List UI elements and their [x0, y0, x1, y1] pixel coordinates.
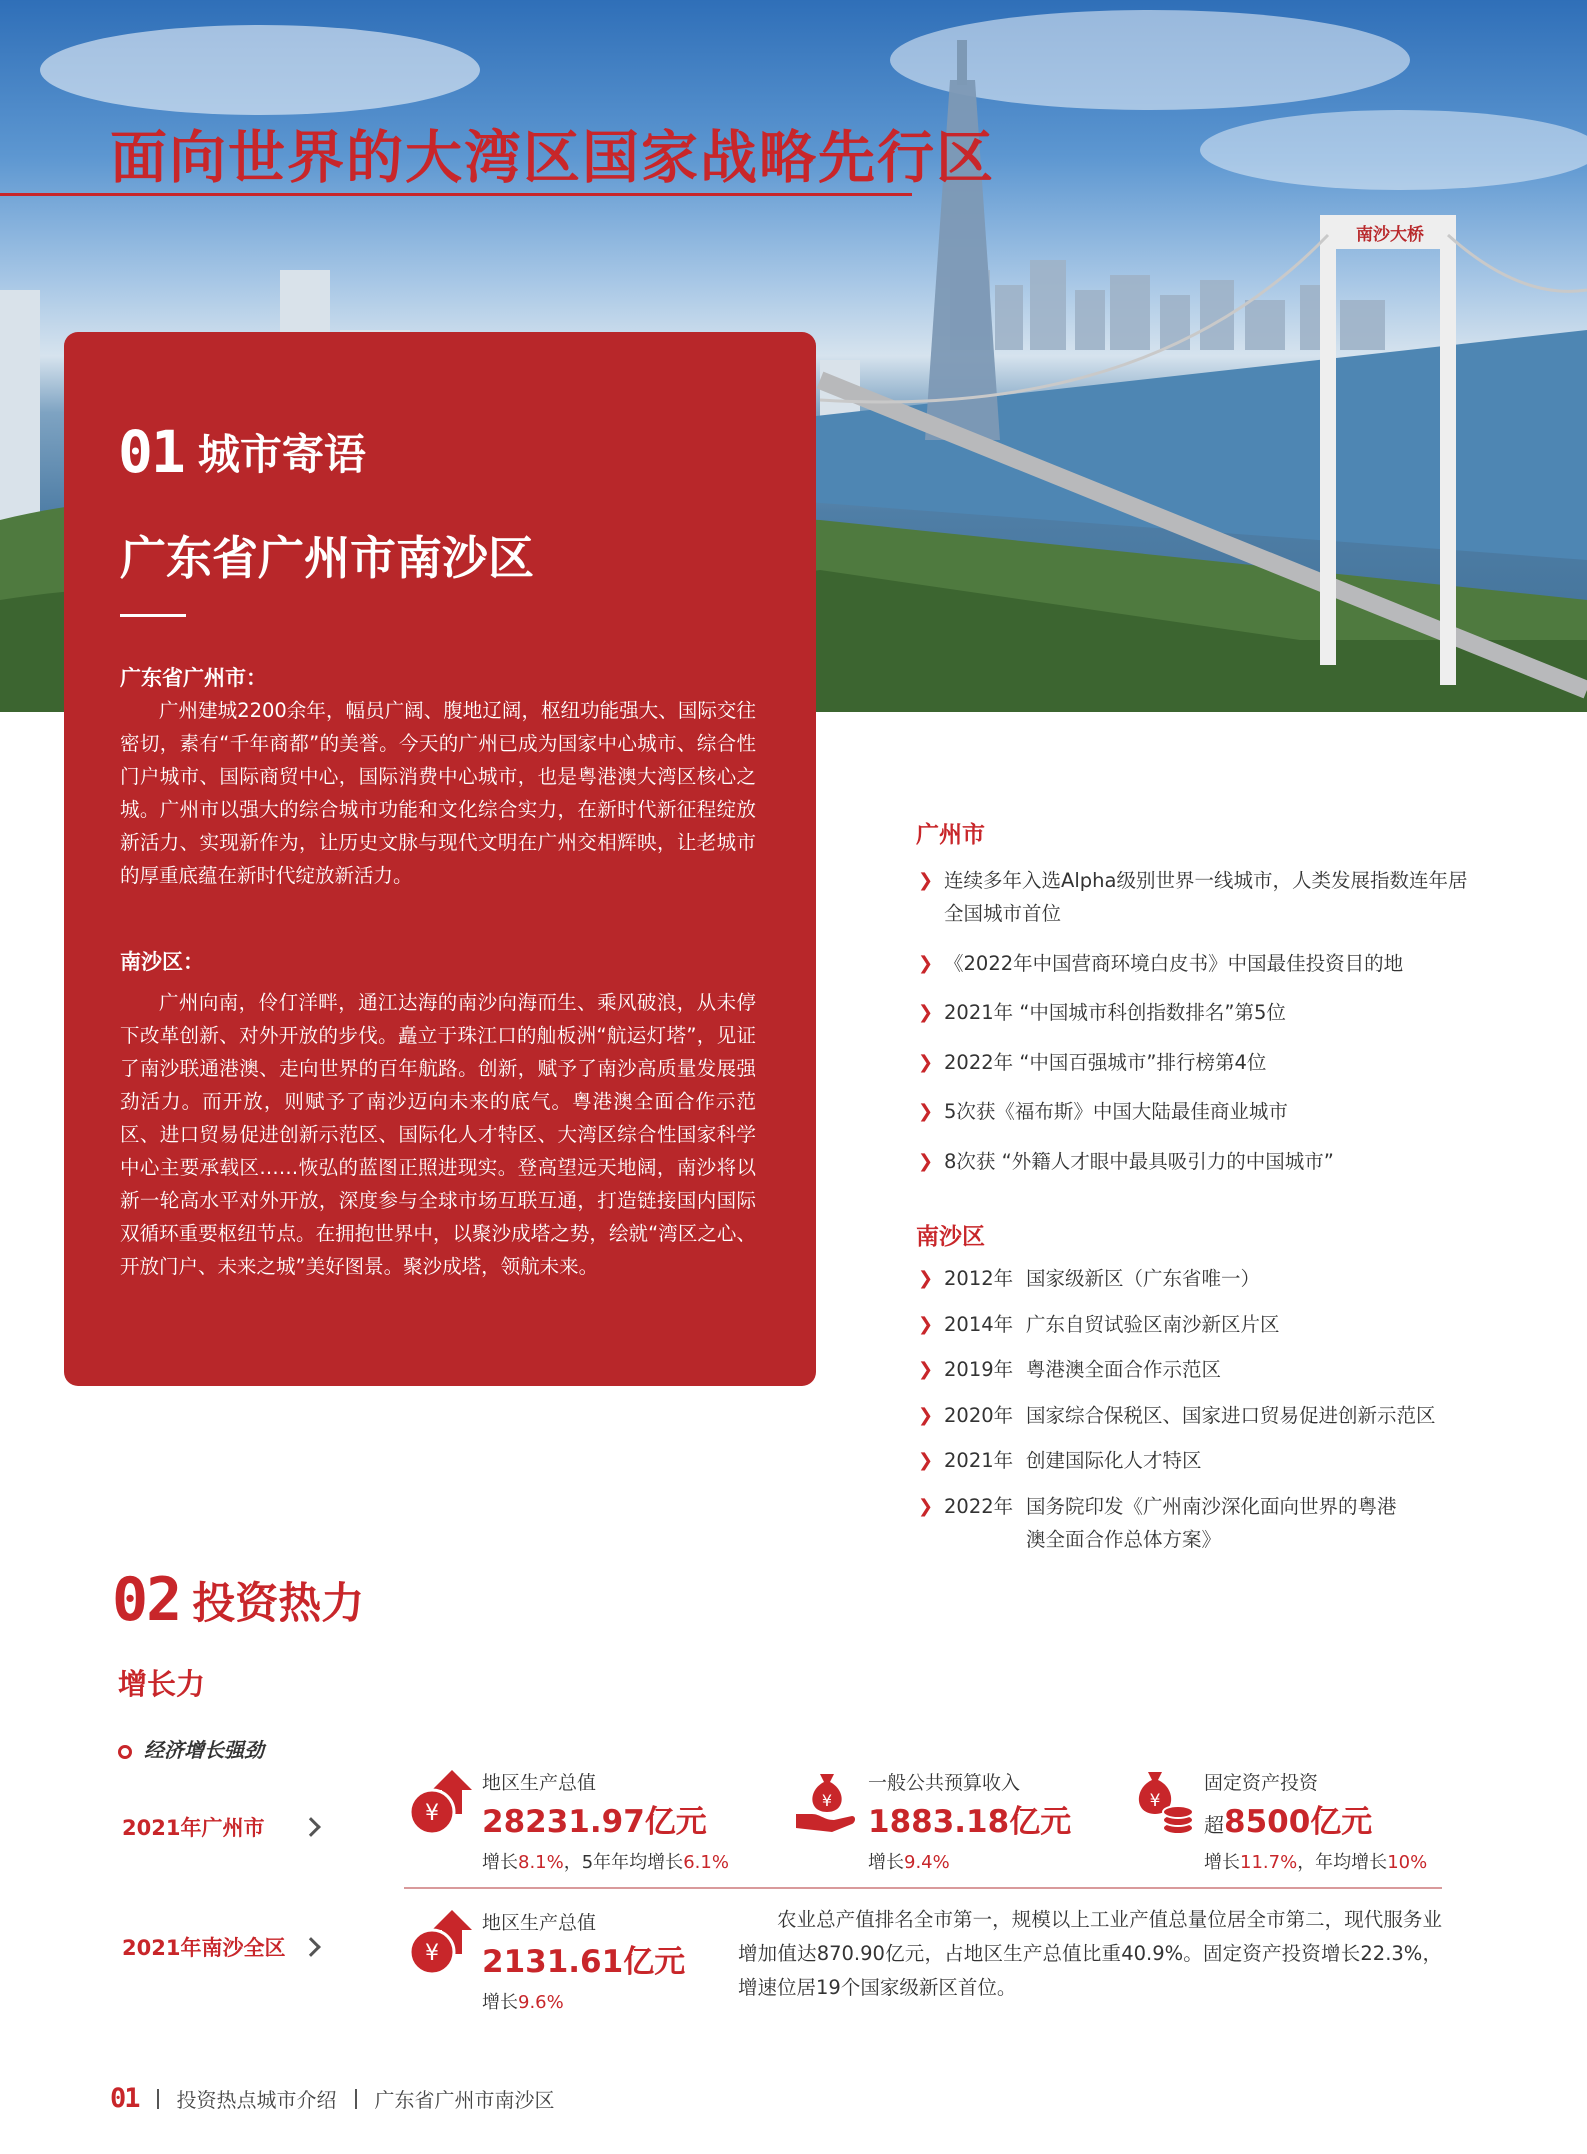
- list-item: ❯ 8次获 “外籍人才眼中最具吸引力的中国城市”: [914, 1145, 1474, 1178]
- chevron-right-icon: ❯: [918, 1313, 934, 1335]
- chevron-right-icon: ❯: [918, 1450, 934, 1471]
- list-item: ❯ 连续多年入选Alpha级别世界一线城市，人类发展指数连年居全国城市首位: [914, 864, 1474, 930]
- nansha-paragraph: 广州向南，伶仃洋畔，通江达海的南沙向海而生、乘风破浪，从未停下改革创新、对外开放的步伐。矗立于珠江口的舢板洲“航运灯塔”，见证了南沙联通港澳、走向世界的百年航路。创新，赋予了南沙高质量发展强劲活力。而开放，则赋予了南沙迈向未来的底气。粤港澳全面合作示范区、进口贸易促进创新示范区、国际化人才特区、大湾区综合性国家科学中心主要承载区……恢弘的蓝图正照进现实。登高望远天地阔，南沙将以新一轮高水平对外开放，深度参与全球市场互联互通，打造链接国内国际双循环重要枢纽节点。在拥抱世界中，以聚沙成塔之势，绘就“湾区之心、开放门户、未来之城”美好图景。聚沙成塔，领航未来。: [120, 991, 756, 1278]
- section-number: 01: [118, 418, 184, 486]
- footer-part-2: 广东省广州市南沙区: [374, 2088, 555, 2112]
- page-footer: [110, 2083, 555, 2114]
- arrow-up-money-icon: [408, 1908, 474, 1976]
- row-label-guangzhou: 2021年广州市: [122, 1816, 265, 1840]
- list-item: ❯ 2020年 国家综合保税区、国家进口贸易促进创新示范区: [914, 1399, 1474, 1432]
- list-item: ❯ 2022年 “中国百强城市”排行榜第4位: [914, 1046, 1474, 1079]
- growth-subheading: 增长力: [118, 1667, 206, 1701]
- chevron-right-icon: [301, 1817, 321, 1837]
- chevron-right-icon: ❯: [918, 1150, 934, 1172]
- list-item: ❯ 2019年 粤港澳全面合作示范区: [914, 1353, 1474, 1386]
- economy-bullet: 经济增长强劲: [118, 1734, 264, 1763]
- chevron-right-icon: ❯: [918, 952, 934, 974]
- chevron-right-icon: ❯: [918, 1002, 934, 1023]
- list-item: ❯ 《2022年中国营商环境白皮书》中国最佳投资目的地: [914, 947, 1474, 980]
- list-item: ❯ 2012年 国家级新区（广东省唯一）: [914, 1262, 1474, 1295]
- footer-part-1: 投资热点城市介绍: [176, 2088, 337, 2112]
- arrow-up-money-icon: [408, 1768, 474, 1836]
- guangzhou-heading: 广东省广州市：: [120, 666, 267, 690]
- guangzhou-honors-list: [914, 864, 1474, 1194]
- chevron-right-icon: ❯: [918, 1495, 934, 1517]
- guangzhou-list-heading: 广州市: [916, 822, 985, 848]
- nansha-economy-paragraph: 农业总产值排名全市第一，规模以上工业产值总量位居全市第二，现代服务业增加值达870.90亿元，占地区生产总值比重40.9%。固定资产投资增长22.3%，增速位居19个国家级新区首位。: [738, 1908, 1442, 1999]
- nansha-list-heading: 南沙区: [916, 1224, 985, 1250]
- section-title: 投资热力: [192, 1578, 365, 1629]
- row-divider: [404, 1887, 1442, 1889]
- row-label-nansha: 2021年南沙全区: [122, 1936, 286, 1960]
- chevron-right-icon: ❯: [918, 1101, 934, 1122]
- money-bag-coins-icon: [1130, 1768, 1196, 1836]
- list-item: ❯ 2014年 广东自贸试验区南沙新区片区: [914, 1308, 1474, 1341]
- page-title: 面向世界的大湾区国家战略先行区: [110, 125, 995, 191]
- guangzhou-paragraph: 广州建城2200余年，幅员广阔、腹地辽阔，枢纽功能强大、国际交往密切，素有“千年商都”的美誉。今天的广州已成为国家中心城市、综合性门户城市、国际商贸中心，国际消费中心城市，也是粤港澳大湾区核心之城。广州市以强大的综合城市功能和文化综合实力，在新时代新征程绽放新活力、实现新作为，让历史文脉与现代文明在广州交相辉映，让老城市的厚重底蕴在新时代绽放新活力。: [120, 699, 756, 887]
- chevron-right-icon: ❯: [918, 870, 934, 891]
- chevron-right-icon: ❯: [918, 1051, 934, 1073]
- section-title: 城市寄语: [197, 430, 366, 479]
- list-item: ❯ 5次获《福布斯》中国大陆最佳商业城市: [914, 1095, 1474, 1128]
- hand-money-bag-icon: [794, 1768, 860, 1836]
- nansha-milestones-list: [914, 1262, 1474, 1568]
- card-divider: [120, 614, 186, 617]
- list-item: ❯ 2021年 创建国际化人才特区: [914, 1444, 1474, 1477]
- chevron-right-icon: ❯: [918, 1268, 934, 1289]
- bridge-sign: 南沙大桥: [1356, 225, 1424, 245]
- title-underline: [0, 193, 912, 196]
- svg-text:¥: ¥: [425, 1801, 439, 1826]
- nansha-heading: 南沙区：: [120, 950, 204, 974]
- city-name: 广东省广州市南沙区: [120, 531, 534, 585]
- ring-bullet-icon: [118, 1745, 132, 1759]
- chevron-right-icon: ❯: [918, 1404, 934, 1426]
- section-02-heading: [112, 1565, 364, 1635]
- list-item: ❯ 2022年 国务院印发《广州南沙深化面向世界的粤港 澳全面合作总体方案》: [914, 1490, 1474, 1556]
- footer-separator: [355, 2089, 357, 2109]
- svg-text:¥: ¥: [821, 1791, 833, 1810]
- chevron-right-icon: ❯: [918, 1359, 934, 1380]
- svg-text:¥: ¥: [1149, 1791, 1161, 1811]
- section-number: 02: [112, 1565, 181, 1635]
- list-item: ❯ 2021年 “中国城市科创指数排名”第5位: [914, 996, 1474, 1029]
- chevron-right-icon: [301, 1937, 321, 1957]
- section-01-heading: [118, 418, 366, 486]
- footer-separator: [157, 2089, 159, 2109]
- svg-text:¥: ¥: [425, 1941, 439, 1966]
- city-intro-card: [64, 332, 816, 1386]
- page-number: 01: [110, 2083, 139, 2114]
